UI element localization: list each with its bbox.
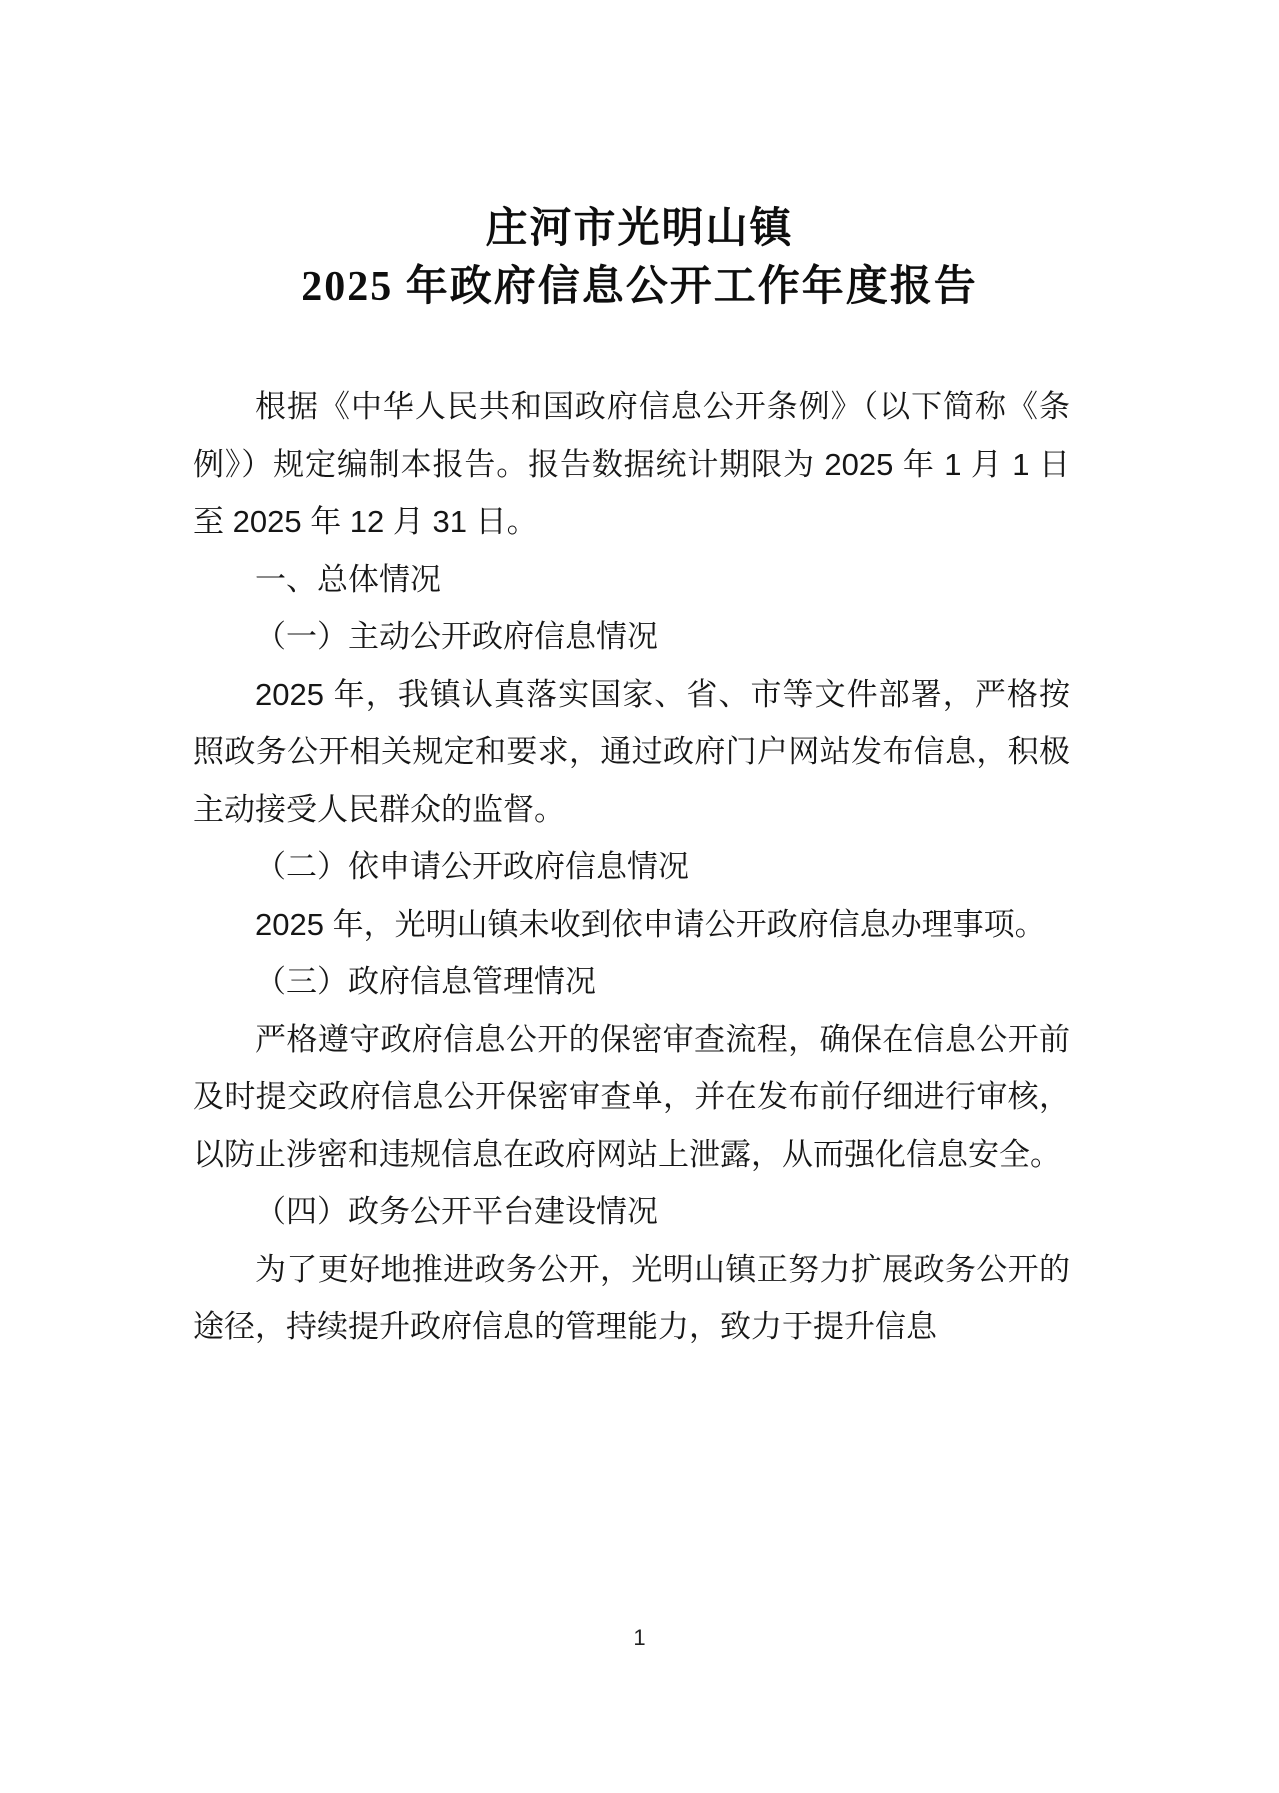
subsection-heading-information-management: （三）政府信息管理情况: [255, 964, 596, 999]
title-line-2: 2025 年政府信息公开工作年度报告: [301, 264, 978, 310]
paragraph-proactive-disclosure: 2025 年，我镇认真落实国家、省、市等文件部署，严格按照政务公开相关规定和要求，通过政府门户网站发布信息，积极主动接受人民群众的监督。: [193, 676, 1070, 827]
subsection-heading-platform-construction: （四）政务公开平台建设情况: [255, 1194, 658, 1229]
paragraph-platform-construction: 为了更好地推进政务公开，光明山镇正努力扩展政务公开的途径，持续提升政府信息的管理能力，致力于提升信息: [193, 1251, 1070, 1344]
page-number: 1: [633, 1625, 646, 1650]
document-body: [193, 378, 1070, 1356]
subsection-heading-disclosure-upon-request: （二）依申请公开政府信息情况: [255, 849, 689, 884]
subsection-heading-proactive-disclosure: （一）主动公开政府信息情况: [255, 619, 658, 654]
title-line-1: 庄河市光明山镇: [485, 206, 794, 252]
section-heading-overall-situation: 一、总体情况: [255, 561, 441, 597]
paragraph-disclosure-upon-request: 2025 年，光明山镇未收到依申请公开政府信息办理事项。: [255, 906, 1046, 942]
paragraph-information-management: 严格遵守政府信息公开的保密审查流程，确保在信息公开前及时提交政府信息公开保密审查单，并在发布前仔细进行审核，以防止涉密和违规信息在政府网站上泄露，从而强化信息安全。: [193, 1021, 1070, 1172]
document-title: [0, 0, 1279, 316]
intro-paragraph: 根据《中华人民共和国政府信息公开条例》（以下简称《条例》）规定编制本报告。报告数据统计期限为 2025 年 1 月 1 日至 2025 年 12 月 31 日。: [193, 389, 1070, 539]
